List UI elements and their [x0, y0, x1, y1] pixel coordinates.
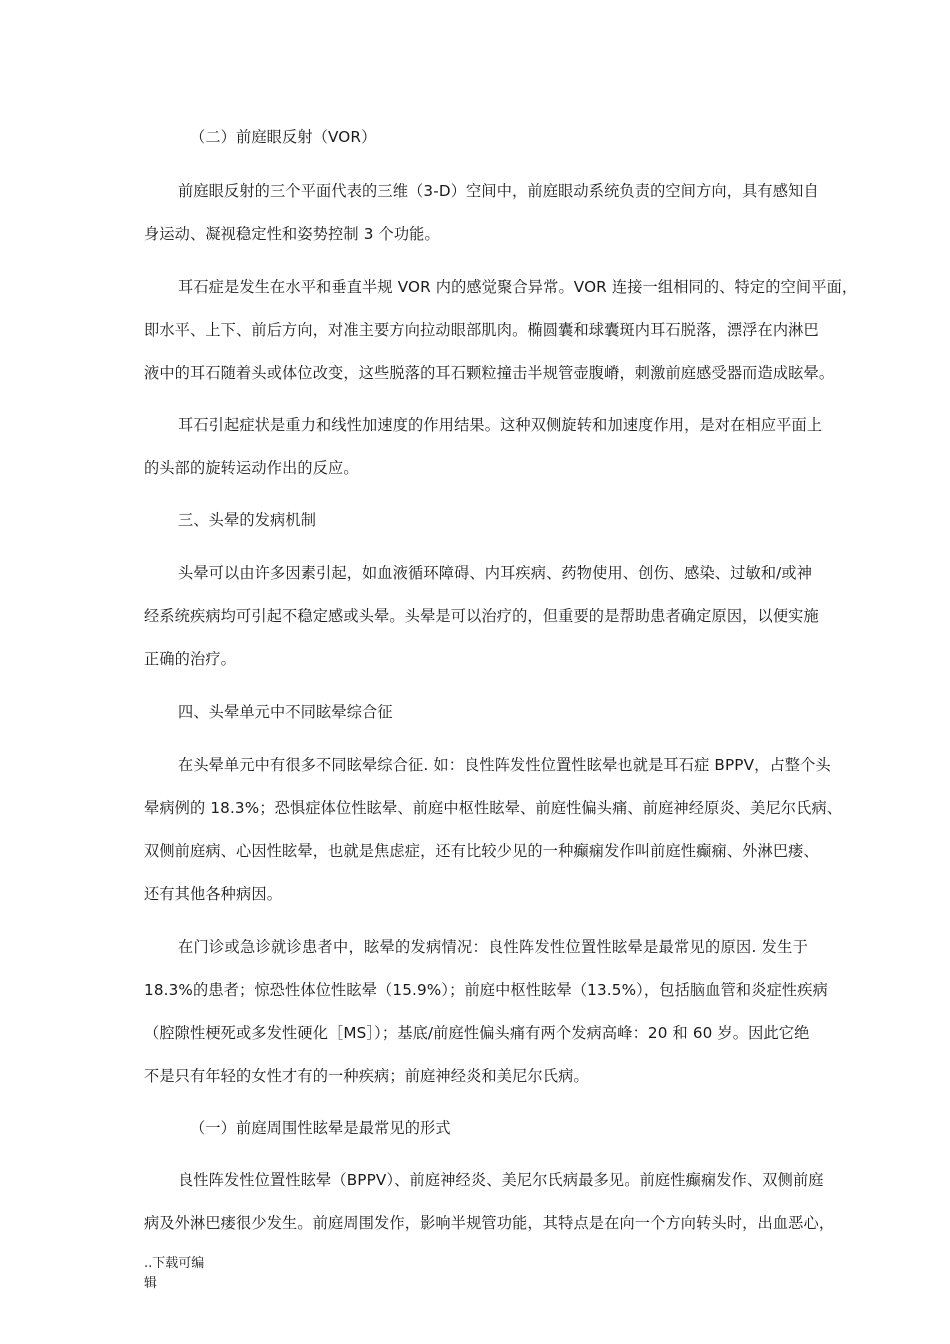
- paragraph-4-line-1: 头晕可以由许多因素引起，如血液循环障碍、内耳疾病、药物使用、创伤、感染、过敏和/或神: [178, 564, 813, 582]
- paragraph-3-line-2: 的头部的旋转运动作出的反应。: [144, 459, 359, 477]
- paragraph-6-line-2: 18.3%的患者；惊恐性体位性眩晕（15.9%）；前庭中枢性眩晕（13.5%），包括脑血管和炎症性疾病: [144, 981, 828, 999]
- section-heading-3: 三、头晕的发病机制: [178, 511, 317, 529]
- paragraph-2-line-1: 耳石症是发生在水平和垂直半规 VOR 内的感觉聚合异常。VOR 连接一组相同的、特定的空间平面，: [178, 278, 858, 296]
- section-heading-vor: （二）前庭眼反射（VOR）: [190, 128, 377, 146]
- subsection-heading-1: （一）前庭周围性眩晕是最常见的形式: [190, 1119, 451, 1137]
- paragraph-5-line-2: 晕病例的 18.3%；恐惧症体位性眩晕、前庭中枢性眩晕、前庭性偏头痛、前庭神经原炎、美尼尔氏病、: [144, 799, 843, 817]
- paragraph-3-line-1: 耳石引起症状是重力和线性加速度的作用结果。这种双侧旋转和加速度作用，是对在相应平面上: [178, 416, 823, 434]
- footer-note-line-1: ..下载可编: [144, 1256, 205, 1271]
- paragraph-7-line-2: 病及外淋巴瘘很少发生。前庭周围发作，影响半规管功能，其特点是在向一个方向转头时，出血恶心，: [144, 1214, 835, 1232]
- footer-note-line-2: 辑: [144, 1276, 158, 1291]
- paragraph-5-line-4: 还有其他各种病因。: [144, 885, 283, 903]
- paragraph-4-line-3: 正确的治疗。: [144, 650, 237, 668]
- paragraph-5-line-3: 双侧前庭病、心因性眩晕，也就是焦虑症，还有比较少见的一种癫痫发作叫前庭性癫痫、外淋巴瘘、: [144, 842, 819, 860]
- paragraph-6-line-1: 在门诊或急诊就诊患者中，眩晕的发病情况：良性阵发性位置性眩晕是最常见的原因. 发生于: [178, 938, 808, 956]
- paragraph-6-line-3: （腔隙性梗死或多发性硬化［MS］）；基底/前庭性偏头痛有两个发病高峰：20 和 60 岁。因此它绝: [144, 1024, 810, 1042]
- paragraph-7-line-1: 良性阵发性位置性眩晕（BPPV）、前庭神经炎、美尼尔氏病最多见。前庭性癫痫发作、双侧前庭: [178, 1171, 824, 1189]
- paragraph-6-line-4: 不是只有年轻的女性才有的一种疾病；前庭神经炎和美尼尔氏病。: [144, 1067, 589, 1085]
- paragraph-2-line-2: 即水平、上下、前后方向，对准主要方向拉动眼部肌肉。椭圆囊和球囊斑内耳石脱落，漂浮在内淋巴: [144, 321, 819, 339]
- paragraph-2-line-3: 液中的耳石随着头或体位改变，这些脱落的耳石颗粒撞击半规管壶腹嵴，刺激前庭感受器而造成眩晕。: [144, 364, 835, 382]
- paragraph-5-line-1: 在头晕单元中有很多不同眩晕综合征. 如：良性阵发性位置性眩晕也就是耳石症 BPPV，占整个头: [178, 756, 831, 774]
- paragraph-1-line-2: 身运动、凝视稳定性和姿势控制 3 个功能。: [144, 225, 440, 243]
- paragraph-1-line-1: 前庭眼反射的三个平面代表的三维（3-D）空间中，前庭眼动系统负责的空间方向，具有感知自: [178, 182, 819, 200]
- paragraph-4-line-2: 经系统疾病均可引起不稳定感或头晕。头晕是可以治疗的，但重要的是帮助患者确定原因，以便实施: [144, 607, 819, 625]
- section-heading-4: 四、头晕单元中不同眩晕综合征: [178, 703, 393, 721]
